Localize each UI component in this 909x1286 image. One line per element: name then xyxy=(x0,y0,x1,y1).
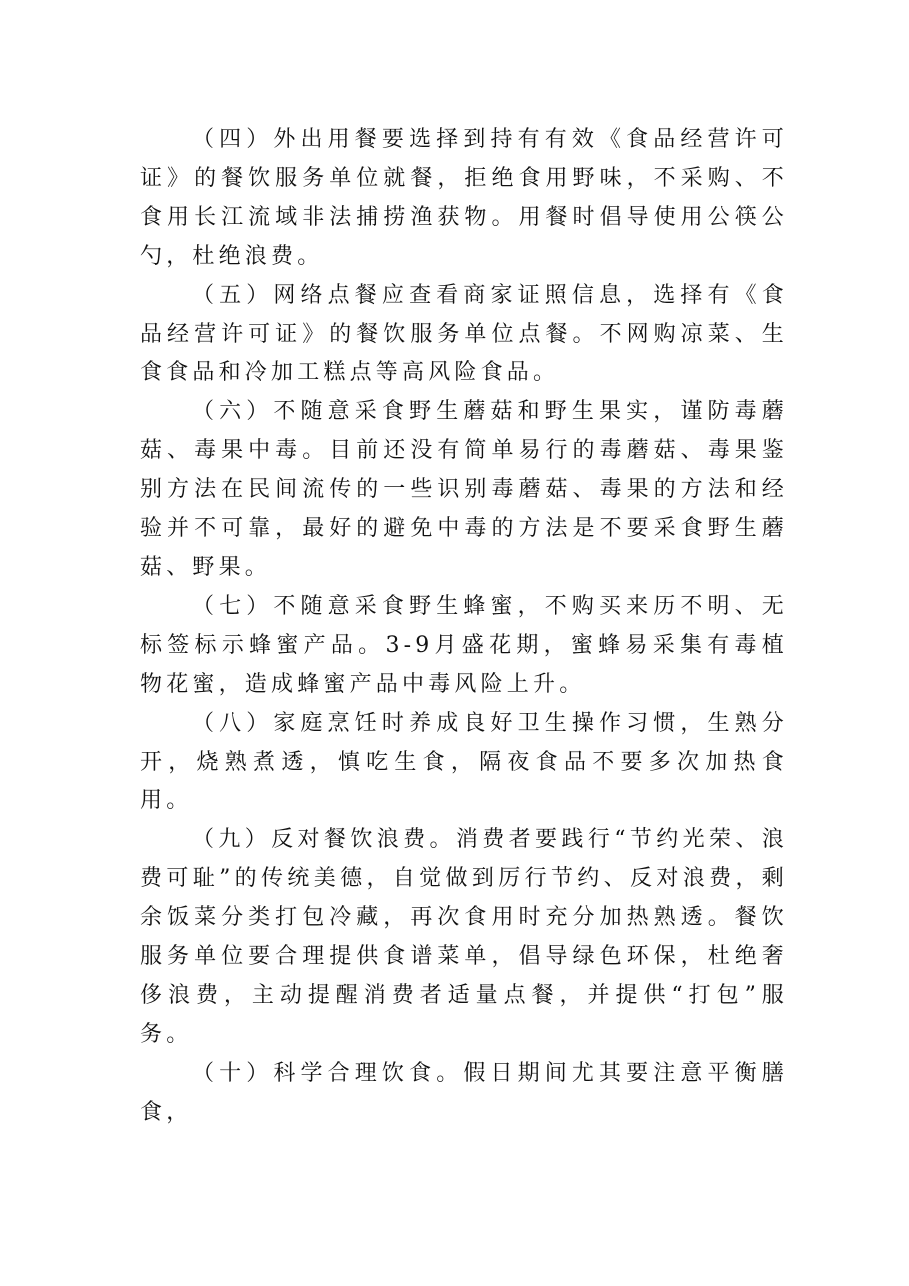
paragraph-item-6: （六）不随意采食野生蘑菇和野生果实，谨防毒蘑菇、毒果中毒。目前还没有简单易行的毒蘑菇、毒果鉴别方法在民间流传的一些识别毒蘑菇、毒果的方法和经验并不可靠，最好的避免中毒的方法是不要采食野生蘑菇、野果。 xyxy=(140,399,788,580)
paragraph-item-8: （八）家庭烹饪时养成良好卫生操作习惯，生熟分开，烧熟煮透，慎吃生食，隔夜食品不要多次加热食用。 xyxy=(140,710,788,814)
paragraph-item-7: （七）不随意采食野生蜂蜜，不购买来历不明、无标签标示蜂蜜产品。3-9月盛花期，蜜蜂易采集有毒植物花蜜，造成蜂蜜产品中毒风险上升。 xyxy=(140,593,788,697)
paragraph-item-10: （十）科学合理饮食。假日期间尤其要注意平衡膳食， xyxy=(140,1060,788,1125)
paragraph-item-5: （五）网络点餐应查看商家证照信息，选择有《食品经营许可证》的餐饮服务单位点餐。不网购凉菜、生食食品和冷加工糕点等高风险食品。 xyxy=(140,282,788,386)
document-body xyxy=(140,121,788,1133)
paragraph-item-4: （四）外出用餐要选择到持有有效《食品经营许可证》的餐饮服务单位就餐，拒绝食用野味，不采购、不食用长江流域非法捕捞渔获物。用餐时倡导使用公筷公勺，杜绝浪费。 xyxy=(140,127,788,269)
paragraph-item-9: （九）反对餐饮浪费。消费者要践行“节约光荣、浪费可耻”的传统美德，自觉做到厉行节约、反对浪费，剩余饭菜分类打包冷藏，再次食用时充分加热熟透。餐饮服务单位要合理提供食谱菜单，倡导绿色环保，杜绝奢侈浪费，主动提醒消费者适量点餐，并提供“打包”服务。 xyxy=(140,827,788,1047)
